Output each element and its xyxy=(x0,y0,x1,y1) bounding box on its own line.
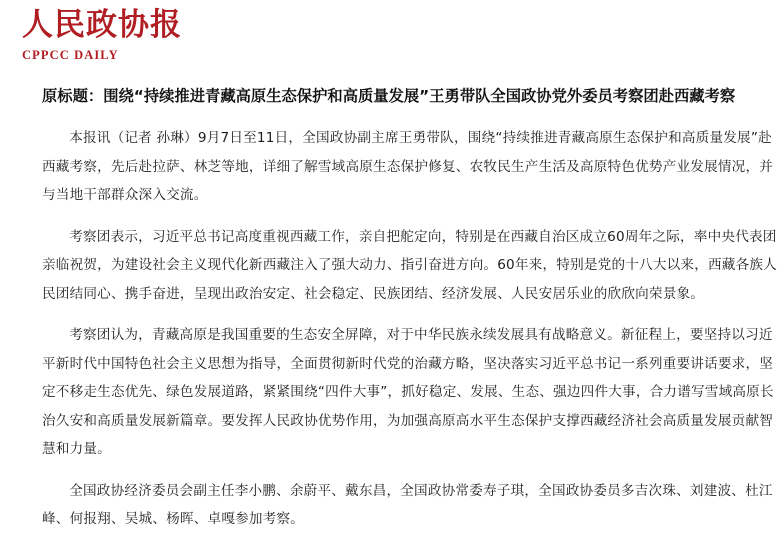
article-paragraph: 全国政协经济委员会副主任李小鹏、余蔚平、戴东昌，全国政协常委寿子琪，全国政协委员多吉次珠、刘建波、杜江峰、何报翔、吴城、杨晖、卓嘎参加考察。 xyxy=(42,482,773,527)
article-paragraph: 考察团表示，习近平总书记高度重视西藏工作，亲自把舵定向，特别是在西藏自治区成立60周年之际，率中央代表团亲临祝贺，为建设社会主义现代化新西藏注入了强大动力、指引奋进方向。60年来，特别是党的十八大以来，西藏各族人民团结同心、携手奋进，呈现出政治安定、社会稳定、民族团结、经济发展、人民安居乐业的欣欣向荣景象。 xyxy=(42,228,777,302)
masthead-title-cn: 人民政协报 xyxy=(22,7,182,43)
masthead xyxy=(22,8,322,63)
article-paragraph: 考察团认为，青藏高原是我国重要的生态安全屏障，对于中华民族永续发展具有战略意义。新征程上，要坚持以习近平新时代中国特色社会主义思想为指导，全面贯彻新时代党的治藏方略，坚决落实习近平总书记一系列重要讲话要求，坚定不移走生态优先、绿色发展道路，紧紧围绕“四件大事”，抓好稳定、发展、生态、强边四件大事，合力谱写雪域高原长治久安和高质量发展新篇章。要发挥人民政协优势作用，为加强高原高水平生态保护支撑西藏经济社会高质量发展贡献智慧和力量。 xyxy=(42,327,774,457)
masthead-title-en: CPPCC DAILY xyxy=(22,48,119,62)
article-body xyxy=(42,124,778,534)
article xyxy=(42,84,778,534)
article-paragraph: 本报讯（记者 孙琳）9月7日至11日，全国政协副主席王勇带队，围绕“持续推进青藏高原生态保护和高质量发展”赴西藏考察，先后赴拉萨、林芝等地，详细了解雪域高原生态保护修复、农牧民生产生活及高原特色优势产业发展情况，并与当地干部群众深入交流。 xyxy=(42,130,774,203)
article-headline: 原标题：围绕“持续推进青藏高原生态保护和高质量发展”王勇带队全国政协党外委员考察团赴西藏考察 xyxy=(42,87,736,105)
